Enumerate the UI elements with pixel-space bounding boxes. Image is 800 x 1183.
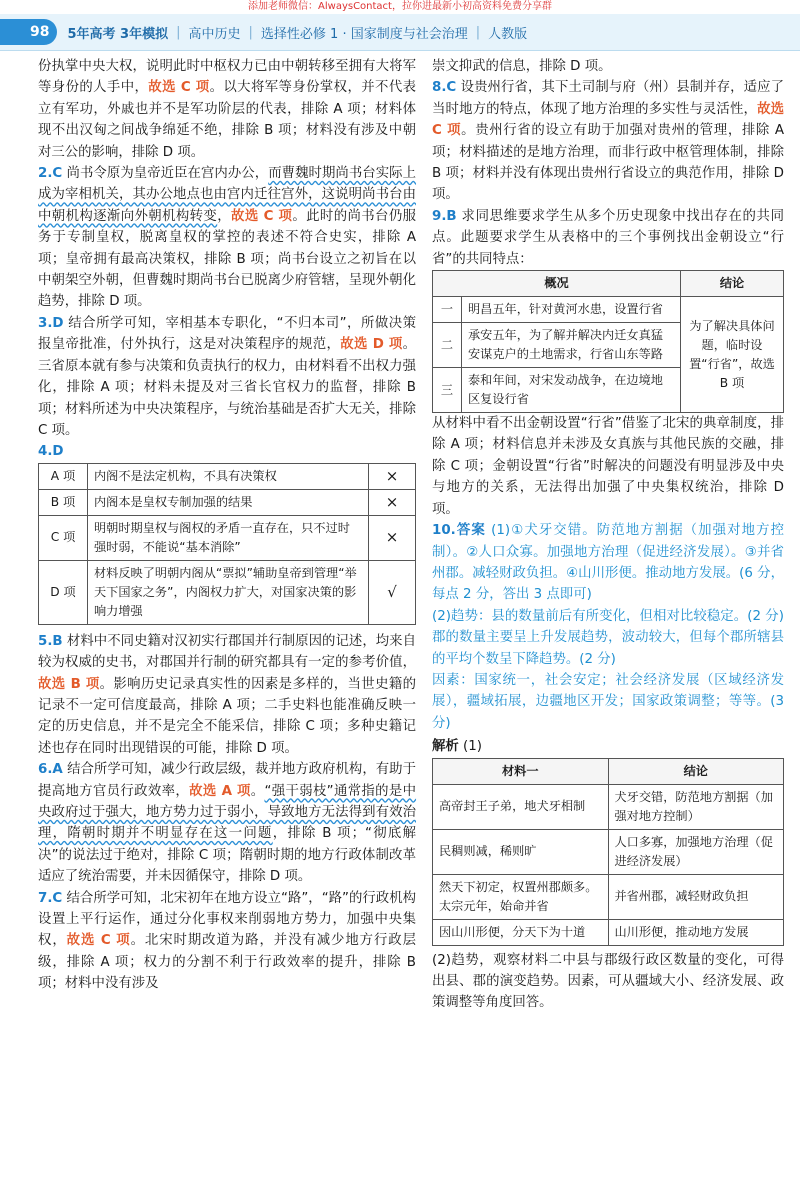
table-row: C 项 明朝时期皇权与阁权的矛盾一直存在，只不过时强时弱，不能说“基本消除” × <box>39 515 416 560</box>
table-row: 高帝封王子弟，地犬牙相制 犬牙交错，防范地方割据（加强对地方控制） <box>433 784 784 829</box>
page-header <box>0 14 800 51</box>
table-header-row: 概况 结论 <box>433 271 784 297</box>
answer-q6: 6.A 结合所学可知，减少行政层级，裁并地方政府机构，有助于提高地方官员行政效率，故选 A 项。“强干弱枝”通常指的是中央政府过于强大，地方势力过于弱小，导致地方无法得到有效治理，隋朝时期并不明显存在这一问题，排除 B 项；“彻底解决”的说法过于绝对，排除 C 项；隋朝时期的地方行政体制改革适应了统治需要，并未因循保守，排除 D 项。 <box>38 762 417 885</box>
answer-q10: 10.答案 (1)①犬牙交错。防范地方割据（加强对地方控制）。②人口众寡。加强地方治理（促进经济发展）。③并省州郡。减轻财政负担。④山川形便。推动地方发展。(6 分，每点 2 分，答出 3 点即可) <box>432 523 784 603</box>
publisher-label: 人教版 <box>488 26 528 42</box>
table-row: B 项 内阁本是皇权专制加强的结果 × <box>39 489 416 515</box>
table-row: A 项 内阁不是法定机构，不具有决策权 × <box>39 463 416 489</box>
subject-title: 高中历史 <box>188 26 241 42</box>
answer-q4: 4.D <box>38 444 64 460</box>
table-row: 然天下初定，权置州郡颇多。太宗元年，始命并省 并省州郡，减轻财政负担 <box>433 874 784 919</box>
answer-q8: 8.C 设贵州行省，其下土司制与府（州）县制并存，适应了当时地方的特点，体现了地方治理的多实性与灵活性，故选 C 项。贵州行省的设立有助于加强对贵州的管理，排除 A 项；材料描述的是地方治理，而非行政中枢管理体制，排除 B 项；材料并没有体现出贵州行省设立的典范作用，排除 D 项。 <box>432 80 785 203</box>
answer-q10-analysis-part2: (2)趋势，观察材料二中县与郡级行政区数量的变化，可得出县、郡的演变趋势。因素，可从疆域大小、经济发展、政策调整等角度回答。 <box>432 952 784 1011</box>
table-row: 二 承安五年，为了解并解决内迁女真猛安谋克户的土地需求，行省山东等路 <box>433 323 784 368</box>
left-column <box>38 56 416 995</box>
answer-q7: 7.C 结合所学可知，北宋初年在地方设立“路”，“路”的行政机构设置上平行运作，通过分化事权来削弱地方势力，加强中央集权，故选 C 项。北宋时期改道为路，并没有减少地方行政层级，排除 A 项；权力的分割不利于行政效率的提升，排除 B 项；材料中没有涉及 <box>38 890 417 992</box>
answer-q10-factors: 因素：国家统一，社会安定；社会经济发展（区域经济发展），疆域拓展，边疆地区开发；国家政策调整；等等。(3 分) <box>432 672 784 731</box>
table-row: 一 明昌五年，针对黄河水患，设置行省 为了解决具体问题，临时设置“行省”，故选 B 项 <box>433 297 784 323</box>
q4-option-table <box>38 463 416 625</box>
table-row: D 项 材料反映了明朝内阁从“票拟”辅助皇帝到管理“举天下国家之务”，内阁权力扩大，对国家决策的影响力增强 √ <box>39 560 416 624</box>
right-column <box>432 56 784 1014</box>
table-row: 三 泰和年间，对宋发动战争，在边境地区复设行省 <box>433 368 784 413</box>
divider: | <box>475 24 481 40</box>
divider: | <box>248 24 253 40</box>
answer-q1-continued: 份执掌中央大权，说明此时中枢权力已由中朝转移至拥有大将军等身份的人手中，故选 C 项。以大将军等身份掌权，并不代表立有军功，外戚也并不是军功阶层的代表，排除 A 项；材料体现不出汉匈之间战争绵延不绝，排除 B 项；材料没有涉及中朝对三公的影响，排除 D 项。 <box>38 59 417 160</box>
analysis-heading: 解析 (1) <box>432 739 483 755</box>
answer-q5: 5.B 材料中不同史籍对汉初实行郡国并行制原因的记述，均来自较为权威的史书，对郡国并行制的研究都具有一定的参考价值，故选 B 项。影响历史记录真实性的因素是多样的，当世史籍的记录不一定可信度最高，排除 A 项；二手史料也能准确反映一定的历史信息，并不是完全不能采信，排除 C 项；多种史籍记述也存在同时出现错误的可能，排除 D 项。 <box>38 633 417 756</box>
table-header-row: 材料一 结论 <box>433 758 784 784</box>
book-title: 选择性必修 1 · 国家制度与社会治理 <box>260 26 468 42</box>
q9-comparison-table <box>432 270 784 413</box>
answer-q9-explanation: 从材料中看不出金朝设置“行省”借鉴了北宋的典章制度，排除 A 项；材料信息并未涉及女真族与其他民族的交融，排除 C 项；金朝设置“行省”时解决的问题没有明显涉及中央与地方的关系，无法得出加强了中央集权统治，排除 D 项。 <box>432 416 784 517</box>
answer-q9: 9.B 求同思维要求学生从多个历史现象中找出存在的共同点。此题要求学生从表格中的三个事例找出金朝设立“行省”的共同特点： <box>432 208 784 267</box>
table-row: 因山川形便，分天下为十道 山川形便，推动地方发展 <box>433 919 784 945</box>
watermark-text: 添加老师微信：AlwaysContact，拉你进最新小初高资料免费分享群 <box>248 1 552 12</box>
answer-q10-part2: (2)趋势：县的数量前后有所变化，但相对比较稳定。(2 分)郡的数量主要呈上升发展趋势，波动较大，但每个郡所辖县的平均个数呈下降趋势。(2 分) <box>432 608 784 667</box>
q10-analysis-table <box>432 758 784 946</box>
answer-q2: 2.C 尚书令原为皇帝近臣在宫内办公，而曹魏时期尚书台实际上成为宰相机关，其办公地点也由宫内迁往宫外，这说明尚书台由中朝机构逐渐向外朝机构转变，故选 C 项。此时的尚书台仍服务于专制皇权，脱离皇权的掌控的表述不符合史实，排除 A 项；皇帝拥有最高决策权，排除 B 项；尚书台设立之初旨在以中朝架空外朝，但曹魏时期尚书台已脱离少府管辖，呈现外朝化趋势，排除 D 项。 <box>38 166 417 310</box>
divider: | <box>176 24 181 40</box>
series-title: 5年高考 3年模拟 <box>67 26 169 42</box>
answer-q7-continued: 崇文抑武的信息，排除 D 项。 <box>432 59 612 74</box>
answer-q3: 3.D 结合所学可知，宰相基本专职化，“不归本司”，所做决策报皇帝批准，付外执行，这是对决策程序的规范，故选 D 项。三省原本就有参与决策和负责执行的权力，由材料看不出权力强化，排除 A 项；材料未提及对三省长官权力的监督，排除 B 项；材料所述为中央决策程序，与统治基础是否扩大无关，排除 C 项。 <box>38 315 416 438</box>
table-row: 民稠则减，稀则旷 人口多寡，加强地方治理（促进经济发展） <box>433 829 784 874</box>
page-number: 98 <box>0 19 57 45</box>
